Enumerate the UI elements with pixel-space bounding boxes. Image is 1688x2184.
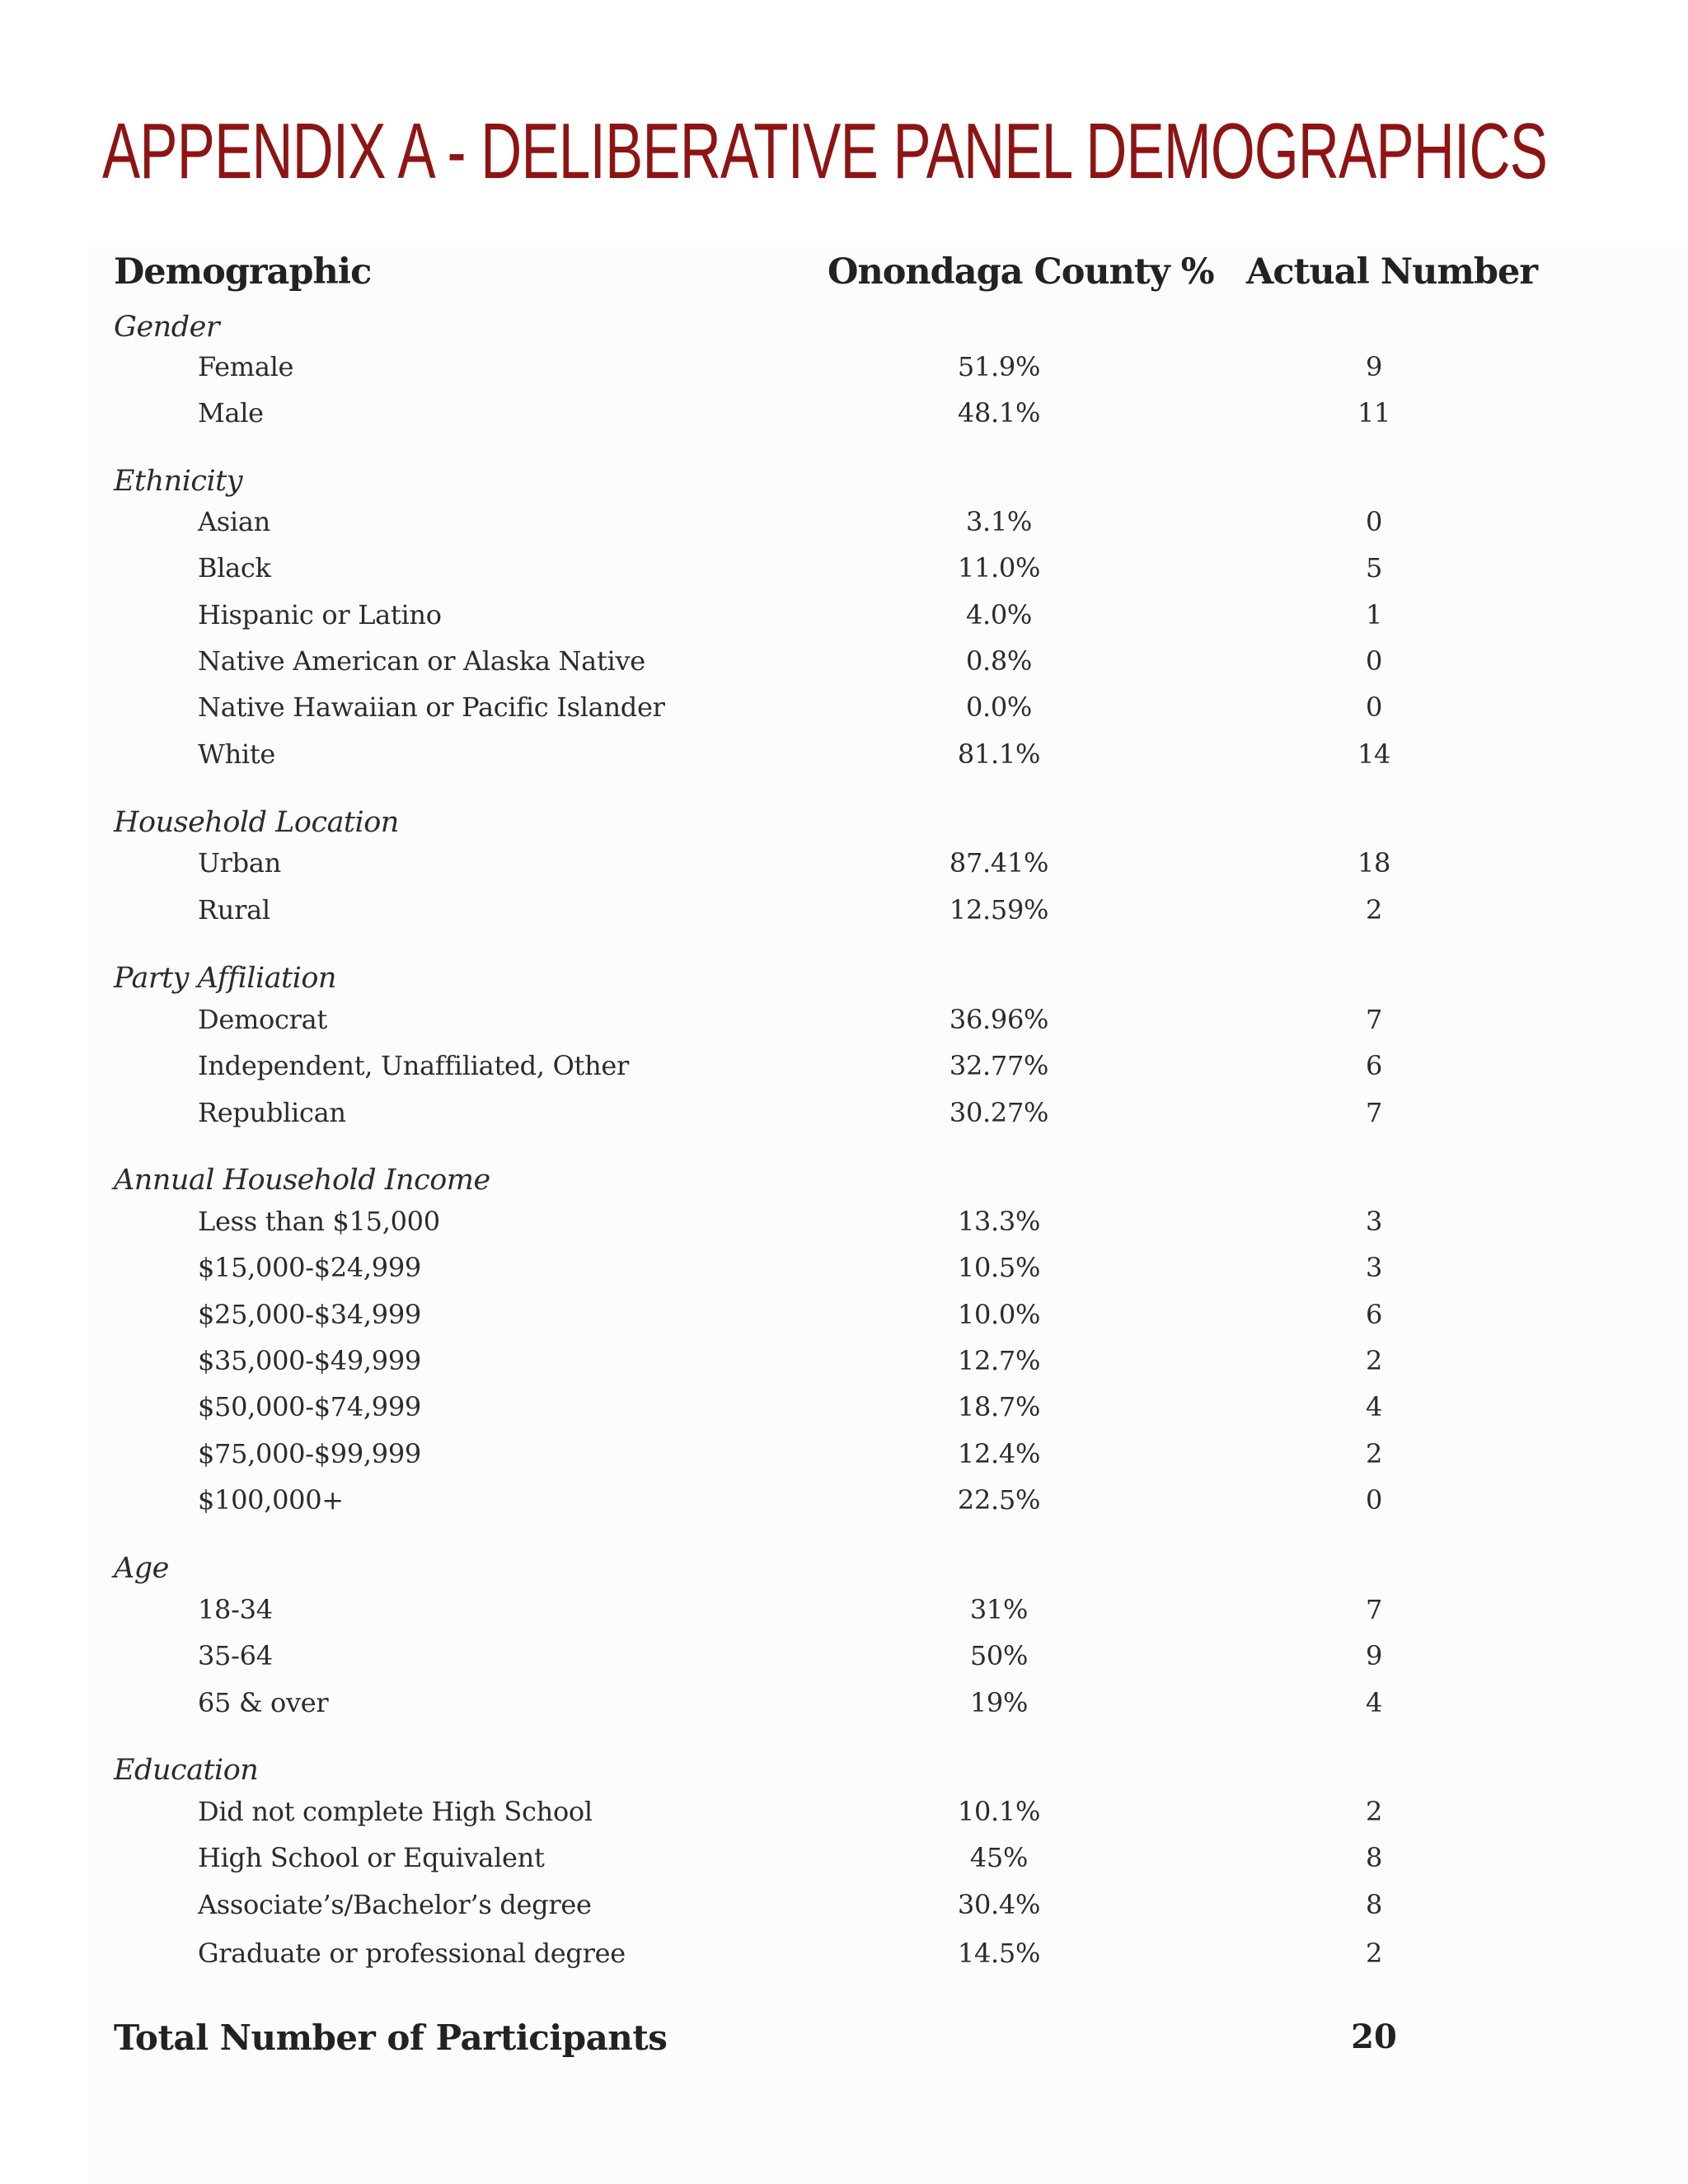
row-count: 0 (1365, 691, 1383, 723)
group-label-party-affiliation: Party Affiliation (114, 962, 336, 995)
row-percent: 81.1% (957, 738, 1041, 770)
row-count: 3 (1365, 1206, 1383, 1237)
row-percent: 0.8% (965, 645, 1033, 677)
row-label: Black (198, 552, 271, 583)
row-label: Male (198, 397, 264, 429)
row-percent: 10.5% (957, 1252, 1041, 1283)
table-row (0, 1097, 1688, 1138)
row-count: 3 (1365, 1252, 1383, 1283)
row-count: 7 (1365, 1594, 1383, 1625)
table-row (0, 1842, 1688, 1883)
row-percent: 87.41% (949, 847, 1049, 879)
row-percent: 50% (969, 1640, 1029, 1671)
group-label-ethnicity: Ethnicity (114, 465, 243, 498)
table-row (0, 351, 1688, 392)
row-count: 9 (1365, 351, 1383, 382)
table-row (0, 738, 1688, 780)
group-label-education: Education (114, 1754, 259, 1787)
table-row (0, 397, 1688, 438)
row-percent: 19% (969, 1687, 1029, 1718)
table-row (0, 1252, 1688, 1293)
row-count: 7 (1365, 1004, 1383, 1035)
row-label: Democrat (198, 1004, 327, 1035)
row-label: 65 & over (198, 1687, 329, 1718)
table-row (0, 552, 1688, 593)
row-label: Did not complete High School (198, 1796, 593, 1827)
row-percent: 14.5% (957, 1938, 1041, 1969)
row-percent: 3.1% (965, 506, 1033, 537)
row-count: 1 (1365, 599, 1383, 630)
row-count: 0 (1365, 645, 1383, 677)
row-percent: 22.5% (957, 1484, 1041, 1516)
header-county-percent: Onondaga County % (828, 251, 1214, 293)
table-row (0, 645, 1688, 687)
table-row (0, 1594, 1688, 1635)
table-row (0, 1438, 1688, 1479)
row-label: Rural (198, 894, 270, 926)
row-label: Associate’s/Bachelor’s degree (198, 1889, 592, 1920)
row-label: Independent, Unaffiliated, Other (198, 1050, 630, 1081)
row-count: 2 (1365, 894, 1383, 926)
row-label: Native Hawaiian or Pacific Islander (198, 691, 665, 723)
row-count: 11 (1357, 397, 1391, 429)
row-count: 6 (1365, 1050, 1383, 1081)
row-label: Asian (198, 506, 270, 537)
table-row (0, 1206, 1688, 1247)
row-label: White (198, 738, 276, 770)
table-row (0, 1004, 1688, 1045)
row-count: 2 (1365, 1345, 1383, 1376)
row-label: $100,000+ (198, 1484, 344, 1516)
row-percent: 12.59% (949, 894, 1049, 926)
row-label: Republican (198, 1097, 346, 1128)
group-label-age: Age (114, 1552, 169, 1585)
table-row (0, 691, 1688, 733)
row-percent: 0.0% (965, 691, 1033, 723)
group-label-gender: Gender (114, 311, 220, 344)
table-row (0, 847, 1688, 888)
row-label: $75,000-$99,999 (198, 1438, 421, 1469)
row-label: Native American or Alaska Native (198, 645, 645, 677)
row-count: 2 (1365, 1796, 1383, 1827)
row-label: Graduate or professional degree (198, 1938, 626, 1969)
row-count: 4 (1365, 1391, 1383, 1422)
row-count: 2 (1365, 1438, 1383, 1469)
table-row (0, 599, 1688, 640)
row-label: 18-34 (198, 1594, 273, 1625)
table-row (0, 1640, 1688, 1681)
table-row (0, 1391, 1688, 1432)
total-row (0, 2018, 1688, 2067)
table-row (0, 1050, 1688, 1091)
row-label: $50,000-$74,999 (198, 1391, 421, 1422)
row-percent: 48.1% (957, 397, 1041, 429)
row-label: Less than $15,000 (198, 1206, 440, 1237)
row-percent: 32.77% (949, 1050, 1049, 1081)
row-percent: 30.4% (957, 1889, 1041, 1920)
row-percent: 30.27% (949, 1097, 1049, 1128)
row-percent: 18.7% (957, 1391, 1041, 1422)
row-label: 35-64 (198, 1640, 273, 1671)
row-percent: 12.7% (957, 1345, 1041, 1376)
row-label: High School or Equivalent (198, 1842, 545, 1873)
row-percent: 10.0% (957, 1299, 1041, 1330)
table-row (0, 1687, 1688, 1728)
row-count: 2 (1365, 1938, 1383, 1969)
row-label: Female (198, 351, 294, 382)
row-percent: 12.4% (957, 1438, 1041, 1469)
row-label: $15,000-$24,999 (198, 1252, 421, 1283)
row-percent: 13.3% (957, 1206, 1041, 1237)
header-actual-number: Actual Number (1246, 251, 1537, 293)
table-row (0, 506, 1688, 547)
row-percent: 4.0% (965, 599, 1033, 630)
row-percent: 31% (969, 1594, 1029, 1625)
row-count: 5 (1365, 552, 1383, 583)
row-percent: 51.9% (957, 351, 1041, 382)
total-label: Total Number of Participants (114, 2018, 668, 2058)
row-percent: 11.0% (957, 552, 1041, 583)
table-row (0, 1299, 1688, 1340)
row-count: 4 (1365, 1687, 1383, 1718)
row-percent: 45% (969, 1842, 1029, 1873)
row-count: 8 (1365, 1842, 1383, 1873)
row-percent: 36.96% (949, 1004, 1049, 1035)
table-row (0, 1484, 1688, 1526)
group-label-household-location: Household Location (114, 806, 399, 839)
table-header (0, 251, 1688, 301)
group-label-annual-household-income: Annual Household Income (114, 1164, 490, 1197)
row-count: 18 (1357, 847, 1391, 879)
row-count: 6 (1365, 1299, 1383, 1330)
row-label: $25,000-$34,999 (198, 1299, 421, 1330)
table-row (0, 1796, 1688, 1837)
row-count: 0 (1365, 506, 1383, 537)
row-count: 14 (1357, 738, 1391, 770)
row-percent: 10.1% (957, 1796, 1041, 1827)
row-label: $35,000-$49,999 (198, 1345, 421, 1376)
page-title: APPENDIX A - DELIBERATIVE PANEL DEMOGRAPHICS (102, 107, 1548, 195)
total-value: 20 (1351, 2018, 1397, 2056)
header-demographic: Demographic (114, 251, 372, 293)
row-count: 8 (1365, 1889, 1383, 1920)
row-count: 9 (1365, 1640, 1383, 1671)
row-count: 0 (1365, 1484, 1383, 1516)
row-count: 7 (1365, 1097, 1383, 1128)
table-row (0, 1938, 1688, 1979)
table-row (0, 894, 1688, 935)
row-label: Urban (198, 847, 281, 879)
table-row (0, 1345, 1688, 1386)
table-row (0, 1889, 1688, 1930)
row-label: Hispanic or Latino (198, 599, 442, 630)
